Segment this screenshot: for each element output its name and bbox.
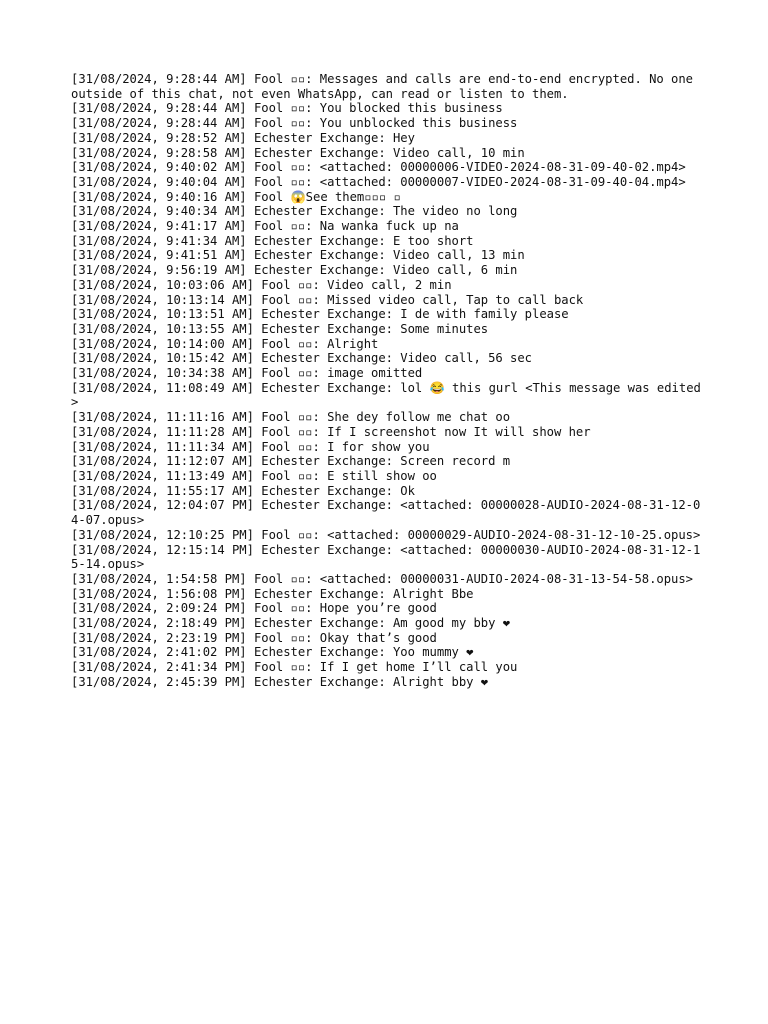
chat-line: [31/08/2024, 9:40:34 AM] Echester Exchange: The video no long	[71, 204, 518, 219]
chat-line: [31/08/2024, 9:56:19 AM] Echester Exchange: Video call, 6 min	[71, 263, 518, 278]
chat-line: [31/08/2024, 9:28:58 AM] Echester Exchange: Video call, 10 min	[71, 145, 525, 160]
chat-line: [31/08/2024, 2:45:39 PM] Echester Exchange: Alright bby ❤	[71, 674, 489, 689]
chat-line: [31/08/2024, 11:11:16 AM] Fool ▫▫: She dey follow me chat oo	[71, 410, 511, 425]
chat-line: [31/08/2024, 2:41:34 PM] Fool ▫▫: If I get home I’ll call you	[71, 660, 518, 675]
chat-line: [31/08/2024, 10:34:38 AM] Fool ▫▫: image omitted	[71, 366, 423, 381]
chat-line: [31/08/2024, 9:41:51 AM] Echester Exchange: Video call, 13 min	[71, 248, 525, 263]
chat-line: [31/08/2024, 9:40:02 AM] Fool ▫▫: <attached: 00000006-VIDEO-2024-08-31-09-40-02.mp4>	[71, 160, 686, 175]
chat-line: [31/08/2024, 9:41:17 AM] Fool ▫▫: Na wanka fuck up na	[71, 219, 459, 234]
chat-line: [31/08/2024, 11:11:34 AM] Fool ▫▫: I for show you	[71, 439, 430, 454]
chat-line: [31/08/2024, 10:13:51 AM] Echester Exchange: I de with family please	[71, 307, 569, 322]
chat-line: [31/08/2024, 9:41:34 AM] Echester Exchange: E too short	[71, 233, 474, 248]
chat-line: [31/08/2024, 9:28:44 AM] Fool ▫▫: Messages and calls are end-to-end encrypted. No one outside of this chat, not even WhatsApp, can read or listen to them.	[71, 72, 701, 101]
chat-line: [31/08/2024, 10:14:00 AM] Fool ▫▫: Alright	[71, 336, 379, 351]
chat-line: [31/08/2024, 12:15:14 PM] Echester Exchange: <attached: 00000030-AUDIO-2024-08-31-12-15-14.opus>	[71, 542, 701, 572]
chat-line: [31/08/2024, 11:55:17 AM] Echester Exchange: Ok	[71, 483, 415, 498]
chat-line: [31/08/2024, 9:28:44 AM] Fool ▫▫: You blocked this business	[71, 101, 503, 116]
chat-line: [31/08/2024, 12:10:25 PM] Fool ▫▫: <attached: 00000029-AUDIO-2024-08-31-12-10-25.opus>	[71, 527, 701, 542]
chat-line: [31/08/2024, 10:03:06 AM] Fool ▫▫: Video call, 2 min	[71, 277, 452, 292]
chat-line: [31/08/2024, 1:56:08 PM] Echester Exchange: Alright Bbe	[71, 586, 474, 601]
chat-line: [31/08/2024, 2:23:19 PM] Fool ▫▫: Okay that’s good	[71, 630, 437, 645]
chat-line: [31/08/2024, 2:41:02 PM] Echester Exchange: Yoo mummy ❤	[71, 645, 474, 660]
chat-line: [31/08/2024, 9:28:52 AM] Echester Exchange: Hey	[71, 130, 415, 145]
chat-line: [31/08/2024, 10:13:55 AM] Echester Exchange: Some minutes	[71, 321, 489, 336]
chat-line: [31/08/2024, 11:13:49 AM] Fool ▫▫: E still show oo	[71, 468, 437, 483]
chat-export-document	[71, 72, 701, 690]
chat-line: [31/08/2024, 9:28:44 AM] Fool ▫▫: You unblocked this business	[71, 116, 518, 131]
chat-line: [31/08/2024, 1:54:58 PM] Fool ▫▫: <attached: 00000031-AUDIO-2024-08-31-13-54-58.opus>	[71, 571, 693, 586]
chat-line: [31/08/2024, 11:11:28 AM] Fool ▫▫: If I screenshot now It will show her	[71, 424, 591, 439]
chat-line: [31/08/2024, 10:15:42 AM] Echester Exchange: Video call, 56 sec	[71, 351, 533, 366]
chat-line: [31/08/2024, 11:12:07 AM] Echester Exchange: Screen record m	[71, 454, 511, 469]
chat-line: [31/08/2024, 11:08:49 AM] Echester Exchange: lol 😂 this gurl <This message was edited>	[71, 380, 701, 410]
chat-line: [31/08/2024, 9:40:04 AM] Fool ▫▫: <attached: 00000007-VIDEO-2024-08-31-09-40-04.mp4>	[71, 174, 686, 189]
chat-line: [31/08/2024, 12:04:07 PM] Echester Exchange: <attached: 00000028-AUDIO-2024-08-31-12-04-07.opus>	[71, 498, 701, 528]
chat-line: [31/08/2024, 9:40:16 AM] Fool 😱See them▫▫▫ ▫	[71, 189, 401, 204]
chat-line: [31/08/2024, 2:18:49 PM] Echester Exchange: Am good my bby ❤	[71, 616, 511, 631]
chat-line: [31/08/2024, 2:09:24 PM] Fool ▫▫: Hope you’re good	[71, 601, 437, 616]
chat-line: [31/08/2024, 10:13:14 AM] Fool ▫▫: Missed video call, Tap to call back	[71, 292, 584, 307]
